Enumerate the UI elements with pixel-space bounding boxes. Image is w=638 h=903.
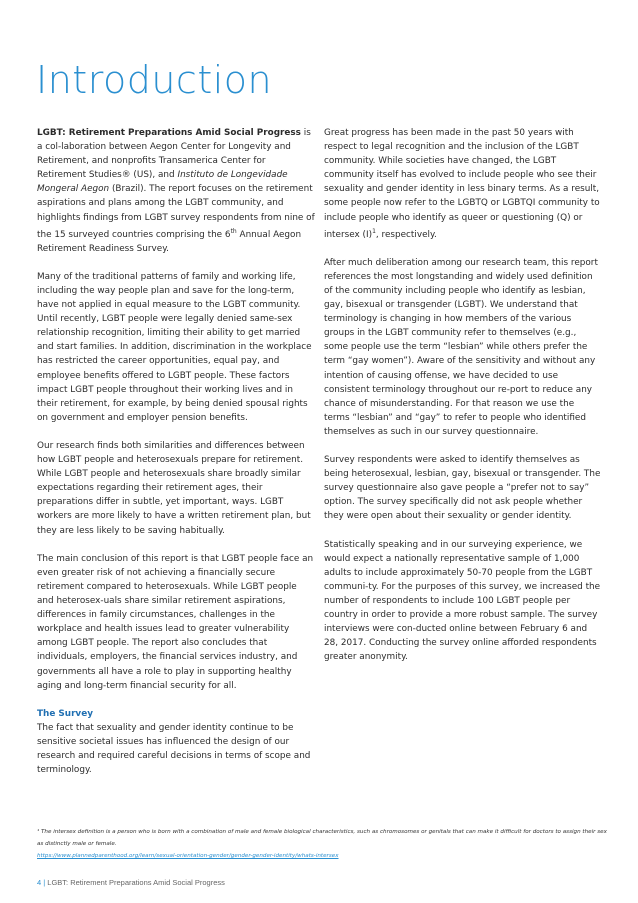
body-paragraph: Survey respondents were asked to identify themselves as being heterosexual, lesbian, gay, bisexual or transgender. The survey questionnaire also gave people a “prefer not to say” option. The survey specifically did not ask people whether they were open about their sexuality or gender identity. [324, 455, 601, 522]
body-paragraph: Statistically speaking and in our surveying experience, we would expect a nationally representative sample of 1,000 adults to include approximately 50-70 people from the LGBT communi-ty. For the purposes of this survey, we increased the number of respondents to include 100 LGBT people per country in order to provide a more robust sample. The survey interviews were con-ducted online between February 6 and 28, 2017. Conducting the survey online afforded respondents greater anonymity. [324, 539, 601, 663]
page-footer: 4 | LGBT: Retirement Preparations Amid Social Progress [37, 878, 225, 887]
body-paragraph: Our research finds both similarities and differences between how LGBT people and heterosexuals prepare for retirement. While LGBT people and heterosexuals share broadly similar expectations regarding their retirement ages, their preparations differ in subtle, yet important, ways. LGBT workers are more likely to have a written retirement plan, but they are less likely to be saving habitually. [37, 441, 311, 536]
footnote-link[interactable]: https://www.plannedparenthood.org/learn/sexual-orientation-gender/gender-gender-identity/whats-intersex [37, 853, 339, 859]
body-paragraph: Many of the traditional patterns of family and working life, including the way people plan and save for the long-term, have not applied in equal measure to the LGBT community. Until recently, LGBT people were legally denied same-sex relationship recognition, limiting their ability to get married and start families. In addition, discrimination in the workplace has restricted the career opportunities, equal pay, and employee benefits offered to LGBT people. These factors impact LGBT people throughout their working lives and in their retirement, for example, by being denied spousal rights on government and employer pension benefits. [37, 271, 312, 423]
right-column [324, 126, 602, 679]
report-name: LGBT: Retirement Preparations Amid Social Progress [37, 128, 301, 138]
page-title: Introduction [36, 58, 273, 102]
footnote-text: ¹ The intersex definition is a person who is born with a combination of male and female biological characteristics, such as chromosomes or genitals that can make it difficult for doctors to assign their sex as distinctly male or female. [37, 829, 607, 847]
body-paragraph: The fact that sexuality and gender identity continue to be sensitive societal issues has influenced the design of our research and required careful decisions in terms of scope and terminology. [37, 722, 311, 776]
body-paragraph: Great progress has been made in the past 50 years with respect to legal recognition and the inclusion of the LGBT community. While societies have changed, the LGBT community itself has evolved to include people who see their sexuality and gender identity in less binary terms. As a result, some people now refer to the LGBTQ or LGBTQI community to include people who identify as queer or questioning (Q) or intersex $(I)^1$, respectively. [324, 128, 600, 240]
page-number: 4 [37, 878, 42, 887]
footnote-ref: 1 [372, 227, 376, 235]
body-paragraph: The main conclusion of this report is that LGBT people face an even greater risk of not achieving a financially secure retirement compared to heterosexuals. While LGBT people and heterosex-uals share similar retirement aspirations, differences in family circumstances, challenges in the workplace and health issues lead to greater vulnerability among LGBT people. The report also concludes that individuals, employers, the financial services industry, and governments all have a role to play in supporting healthy aging and long-term financial security for all. [37, 553, 314, 691]
section-heading-survey: The Survey [37, 708, 93, 719]
footnote [37, 826, 607, 862]
intro-paragraph: LGBT: Retirement Preparations Amid Social Progress is a col-laboration between Aegon Center for Longevity and Retirement, and nonprofits Transamerica Center for Retirement Studies® (US), and Instituto de Longevidade Mongeral Aegon (Brazil). The report focuses on the retirement aspirations and plans among the LGBT community, and highlights findings from LGBT survey respondents from nine of the 15 surveyed countries comprising the 6th Annual Aegon Retirement Readiness Survey. [37, 128, 315, 254]
institute-name: Instituto de Longevidade Mongeral Aegon [37, 170, 288, 195]
body-paragraph: After much deliberation among our research team, this report references the most longstanding and widely used definition of the community including people who identify as lesbian, gay, bisexual or transgender (LGBT). We understand that terminology is changing in how members of the various groups in the LGBT community refer to themselves (e.g., some people use the term “lesbian” while others prefer the term “gay women”). Aware of the sensitivity and without any intention of causing offense, we have decided to use consistent terminology throughout our re-port to reduce any chance of misunderstanding. For that reason we use the terms “lesbian” and “gay” to refer to people who identified themselves as such in our survey questionnaire. [324, 257, 598, 437]
footer-report-title: LGBT: Retirement Preparations Amid Social Progress [47, 878, 225, 887]
left-column [37, 126, 315, 791]
